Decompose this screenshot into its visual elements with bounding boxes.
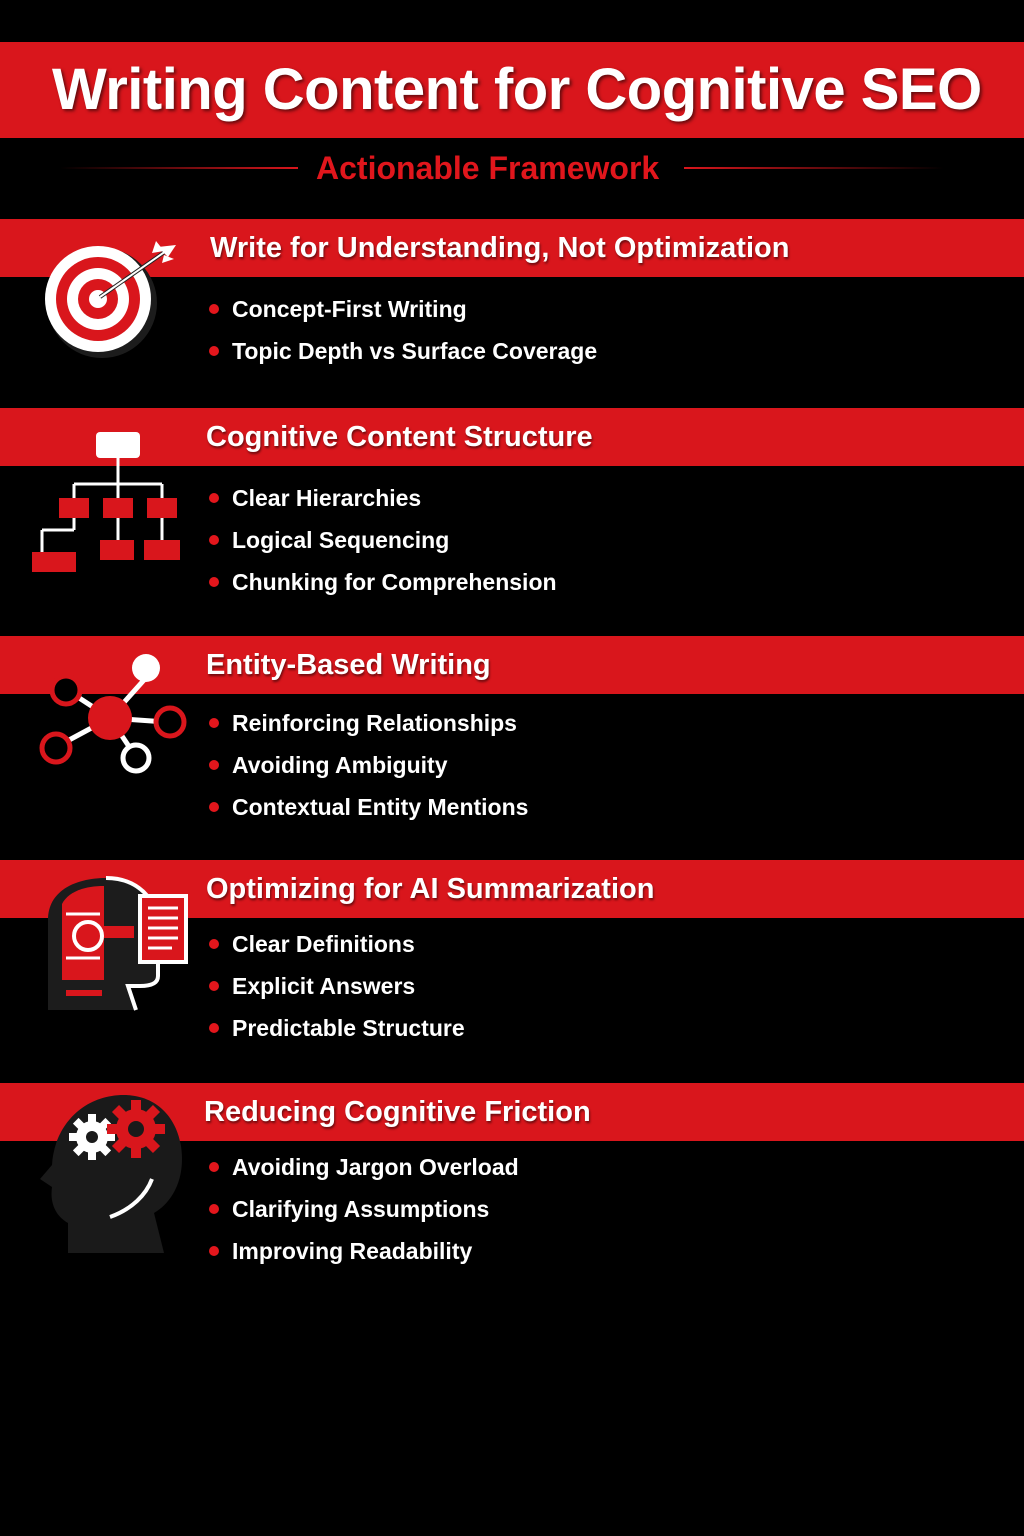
list-item: Concept-First Writing — [208, 288, 597, 330]
page-subtitle: Actionable Framework — [316, 150, 660, 186]
title-band — [0, 42, 1024, 138]
list-item: Clear Hierarchies — [208, 477, 557, 519]
list-item: Reinforcing Relationships — [208, 702, 528, 744]
ai-head-document-icon — [40, 874, 192, 1014]
list-item: Clarifying Assumptions — [208, 1188, 519, 1230]
list-item: Topic Depth vs Surface Coverage — [208, 330, 597, 372]
bullet-list — [208, 288, 597, 372]
bullet-dot-icon — [209, 718, 219, 728]
section-title: Write for Understanding, Not Optimization — [210, 232, 790, 264]
bullet-dot-icon — [209, 346, 219, 356]
subtitle-row — [0, 146, 1024, 190]
bullet-dot-icon — [209, 1246, 219, 1256]
list-item: Avoiding Ambiguity — [208, 744, 528, 786]
bullet-dot-icon — [209, 1162, 219, 1172]
bullet-list — [208, 477, 557, 603]
section-title: Entity-Based Writing — [206, 649, 491, 681]
bullet-dot-icon — [209, 304, 219, 314]
subtitle-divider-left — [60, 167, 298, 169]
section-understanding — [0, 219, 1024, 409]
list-item: Chunking for Comprehension — [208, 561, 557, 603]
network-icon — [34, 650, 190, 776]
bullet-list — [208, 702, 528, 828]
subtitle-divider-right — [684, 167, 944, 169]
section-title: Reducing Cognitive Friction — [204, 1096, 591, 1128]
bullet-dot-icon — [209, 535, 219, 545]
bullet-dot-icon — [209, 981, 219, 991]
section-ai-summarization — [0, 860, 1024, 1084]
list-item: Predictable Structure — [208, 1007, 465, 1049]
bullet-dot-icon — [209, 1023, 219, 1033]
section-structure — [0, 408, 1024, 636]
bullet-list — [208, 1146, 519, 1272]
section-title: Optimizing for AI Summarization — [206, 873, 655, 905]
bullet-dot-icon — [209, 802, 219, 812]
list-item: Explicit Answers — [208, 965, 465, 1007]
list-item: Clear Definitions — [208, 923, 465, 965]
hierarchy-icon — [28, 426, 184, 574]
bullet-list — [208, 923, 465, 1049]
list-item: Contextual Entity Mentions — [208, 786, 528, 828]
bullet-dot-icon — [209, 493, 219, 503]
bullet-dot-icon — [209, 577, 219, 587]
section-title: Cognitive Content Structure — [206, 421, 593, 453]
list-item: Improving Readability — [208, 1230, 519, 1272]
head-gears-icon — [36, 1091, 186, 1255]
bullet-dot-icon — [209, 939, 219, 949]
list-item: Logical Sequencing — [208, 519, 557, 561]
page-title: Writing Content for Cognitive SEO — [52, 57, 982, 122]
section-cognitive-friction — [0, 1083, 1024, 1283]
bullet-dot-icon — [209, 1204, 219, 1214]
section-entity — [0, 636, 1024, 860]
target-icon — [40, 229, 182, 359]
bullet-dot-icon — [209, 760, 219, 770]
list-item: Avoiding Jargon Overload — [208, 1146, 519, 1188]
